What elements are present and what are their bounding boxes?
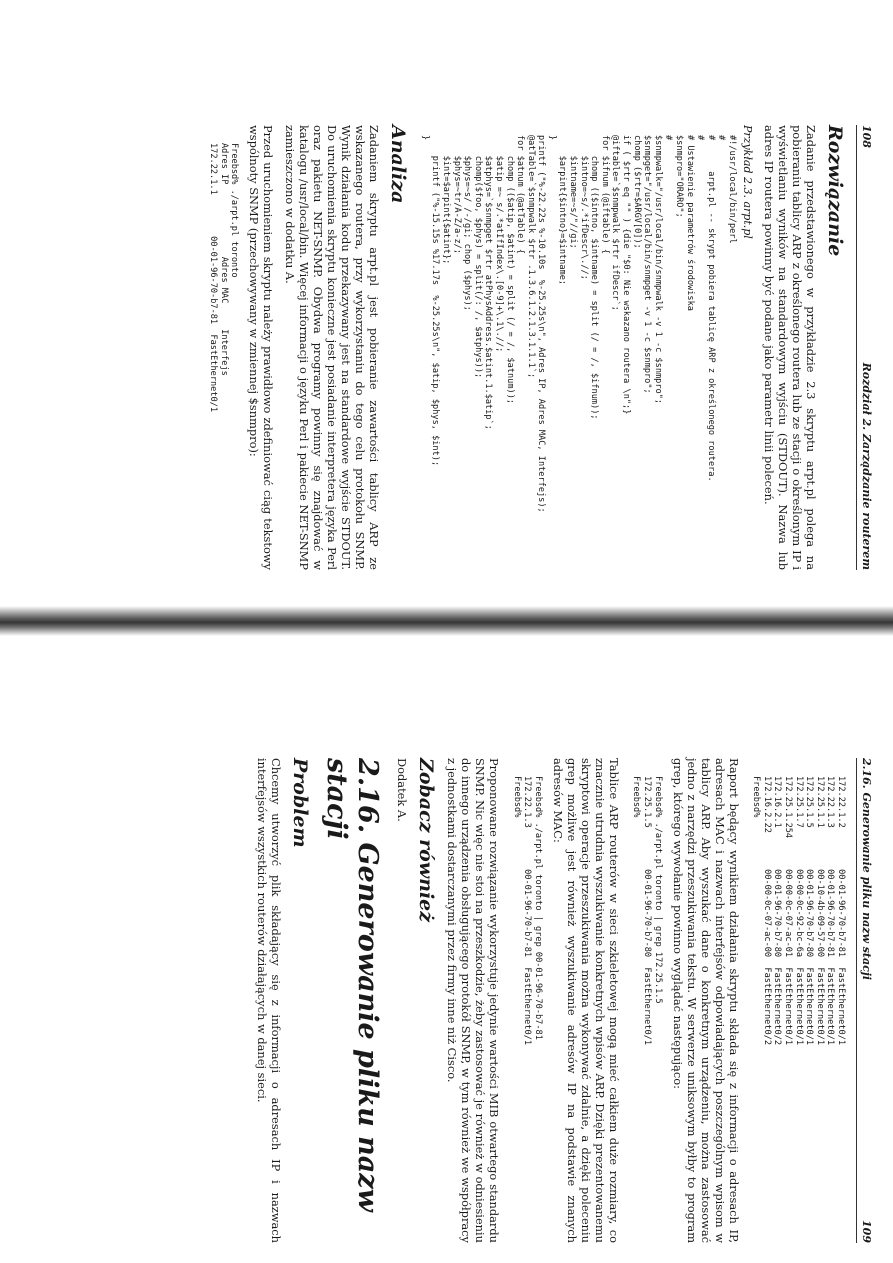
- analysis-paragraph: Zadaniem skryptu arpt.pl jest pobieranie zawartości tablicy ARP ze wskazanego routera, przy wykorzystaniu do tego celu protokołu SNMP. Wynik działania kodu przekazywany jest na standardowe wyjście STDOUT. Do uruchomienia skryptu konieczne jest posiadanie interpretera języka Perl oraz pakietu NET-SNMP. Obydwa programy powinny się znajdować w katalogu /usr/local/bin. Więcej informacji o języku Perl i pakiecie NET-SNMP zamieszczono w dodatku A.: [283, 125, 382, 570]
- left-page: [0, 0, 893, 600]
- running-header: [856, 125, 873, 570]
- arp-size-paragraph: Tablice ARP routerów w sieci szkieletowej mogą mieć całkiem duże rozmiary, co znacznie utrudnia wyszukiwanie konkretnych wpisów ARP. Dzięki prezentowanemu skryptowi operacje przeszukiwania można wykonywać zdalnie, a dzięki poleceniu grep możliwe jest również wyszukiwanie adresów IP na podstawie znanych adresów MAC:: [550, 758, 621, 1243]
- book-gutter: [0, 606, 893, 636]
- running-head: Rozdział 2. Zarządzanie routerem: [860, 362, 873, 570]
- console-output: Freebsd% ./arpt.pl toronto Adres IP Adres MAC Interfejs 172.22.1.1 00-01-96-70-b7-81 FastEthernet0/1: [208, 143, 240, 413]
- problem-text: Chcemy utworzyć plik składający się z informacji o adresach IP i nazwach interfejsów wszystkich routerów działających w danej sieci.: [255, 758, 284, 1243]
- chapter-heading: 2.16. Generowanie pliku nazw stacji: [321, 758, 384, 1212]
- running-header: [856, 758, 873, 1243]
- analysis-paragraph-2: Przed uruchomieniem skryptu należy prawidłowo zdefiniować ciąg tekstowy wspólnoty SNMP (przechowywany w zmiennej $snmpro):: [247, 125, 276, 570]
- report-paragraph: Raport będący wynikiem działania skryptu składa się z informacji o adresach IP, adresach MAC i nazwach interfejsów odpowiadających poszczególnym wpisom w tablicy ARP. Aby wyszukać dane o konkretnym urządzeniu, można zastosować jedno z narzędzi przeszukiwania tekstu. W serwerze uniksowym byłby to program grep, którego wywołanie powinno wyglądać następująco:: [670, 758, 741, 1243]
- page-number: 109: [860, 1220, 873, 1243]
- page-number: 108: [860, 125, 873, 148]
- right-page: [0, 640, 893, 1263]
- section-heading: Rozwiązanie: [824, 125, 846, 257]
- grep-mac-output: Freebsd% ./arpt.pl toronto | grep 00-01-96-70-b7-81 172.22.1.3 00-01-96-70-b7-81 FastEthernet0/1 Freebsd%: [511, 776, 543, 1046]
- see-also-text: Dodatek A.: [395, 758, 410, 822]
- example-caption: Przykład 2.3. arpt.pl: [741, 125, 754, 239]
- arp-table-output: 172.22.1.2 00-01-96-70-b7-81 FastEthernet0/1 172.22.1.3 00-01-96-70-b7-81 FastEthernet0/1 172.25.1.1 00-10-4b-09-57-00 FastEthernet0/1 172.25.1.5 00-01-96-70-b7-80 FastEthernet0/1 172.25.1.7 00-00-0c-92-bc-6a FastEthernet0/1 172.25.1.254 00-00-0c-07-ac-01 FastEthernet0/1 172.16.2.1 00-01-96-70-b7-80 FastEthernet0/2 172.16.2.22 00-00-0c-07-ac-00 FastEthernet0/2 Freebsd%: [751, 776, 846, 1046]
- code-listing: #!/usr/local/bin/perl # # arpt.pl -- skrypt pobiera tablicę ARP z określonego routera. # # Ustawienie parametrów środowiska $snmpro="ORARO"; # $snmpwalk="/usr/local/bin/snmpwalk -v 1 -c $snmpro"; $snmpget="/usr/local/bin/snmpget -v 1 -c $snmpro"; chomp ($rtr=$ARGV[0]); if ( $rtr eq "" ) {die "$0: Nie wskazano routera \n";} @iftable=`$snmpwalk $rtr ifDescr`; for $ifnum (@iftable) { chomp (($intno, $intname) = split (/ = /, $ifnum)); $intno=~s/.*ifDescr\.//; $intname=~s/"//gi; $arpint{$intno}=$intname; } printf ("%-22.22s %-10.10s %-25.25s\n", Adres IP, Adres MAC, Interfejs); @atTable=`$snmpwalk $rtr .1.3.6.1.2.1.3.1.1.1`; for $atnum (@atTable) { chomp (($atip, $atint) = split (/ = /, $atnum)); $atip =~ s/.*atIfIndex\.[0-9]+\.1\.//; $atphys=`$snmpget $rtr atPhysAddress.$atint.1.$atip`; chomp($foo, $phys) = split(/: /, $atphys)); $phys=~s/ /-/gi; chop ($phys); $phys=~tr/A-Z/a-z/; $int=$arpint{$atint}; printf ("%-15.15s %17.17s %-25.25s\n", $atip, $phys, $int); }: [419, 135, 737, 513]
- mib-paragraph: Proponowane rozwiązanie wykorzystuje jedynie wartości MIB otwartego standardu SNMP. Nic więc nie stoi na przeszkodzie, żeby zastosować je również w odniesieniu do innego urządzenia obsługującego protokół SNMP, w tym również we współpracy z jednostkami dostarczanymi przez firmy inne niż Cisco.: [445, 758, 502, 1243]
- running-head: 2.16. Generowanie pliku nazw stacji: [860, 758, 873, 980]
- problem-heading: Problem: [289, 758, 312, 848]
- intro-paragraph: Zadanie przedstawionego w przykładzie 2.3 skryptu arpt.pl polega na pobieraniu tablicy ARP z określonego routera lub ze stacji o określonym IP i wyświetlaniu wyników na standardowym wyjściu (STDOUT). Nazwa lub adres IP routera powinny być podane jako parametr linii poleceń.: [762, 125, 818, 570]
- grep-ip-output: Freebsd% ./arpt.pl toronto | grep 172.25.1.5 172.25.1.5 00-01-96-70-b7-80 FastEthernet0/1 Freebsd%: [631, 776, 663, 1046]
- analysis-heading: Analiza: [387, 125, 410, 204]
- see-also-heading: Zobacz również: [415, 758, 438, 923]
